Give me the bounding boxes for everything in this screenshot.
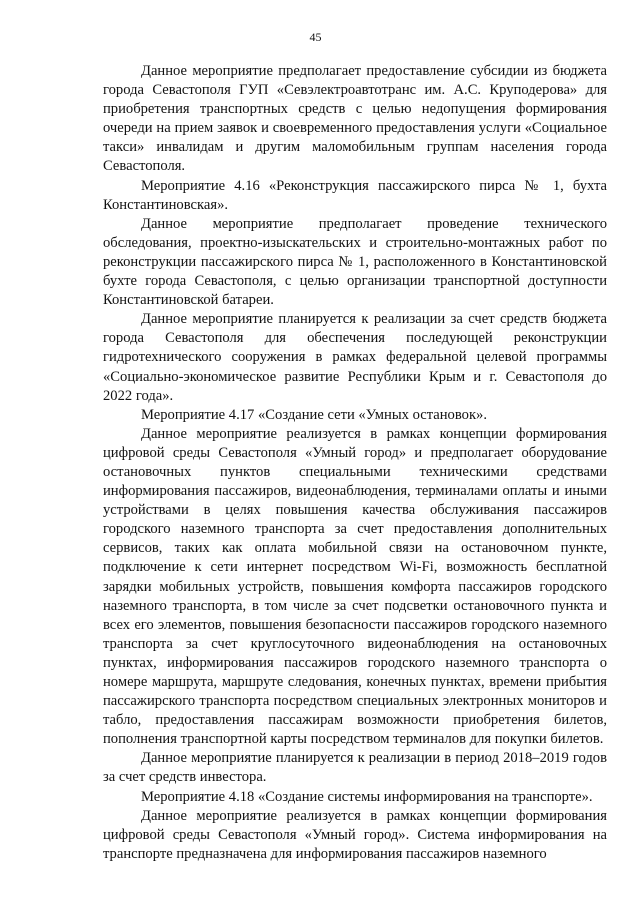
paragraph-smart-stops: Данное мероприятие реализуется в рамках концепции формирования цифровой среды Севастополя «Умный город» и предполагает оборудование остановочных пунктов специальными техническими средствами информирования пассажиров, видеонаблюдения, терминалами оплаты и иными устройствами в целях повышения качества обслуживания пассажиров городского наземного транспорта за счет предоставления дополнительных сервисов, таких как оплата мобильной связи на остановочном пункте, подключение к сети интернет посредством Wi-Fi, возможность бесплатной зарядки мобильных устройств, повышения комфорта пассажиров городского наземного транспорта, в том числе за счет подсветки остановочного пункта и всех его элементов, повышения безопасности пассажиров городского наземного транспорта за счет круглосуточного видеонаблюдения на остановочных пунктах, информирования пассажиров городского наземного транспорта о номере маршрута, маршруте следования, конечных пунктах, времени прибытия пассажирского транспорта посредством специальных электронных мониторов и табло, предоставления пассажирам возможности приобретения билетов, пополнения транспортной карты посредством терминалов для покупки билетов. [103, 425, 607, 748]
paragraph-transport-information: Данное мероприятие реализуется в рамках концепции формирования цифровой среды Севастополя «Умный город». Система информирования на транспорте предназначена для информирования пассажиров наземного [103, 807, 607, 862]
heading-measure-4-18: Мероприятие 4.18 «Создание системы информирования на транспорте». [141, 788, 593, 805]
heading-measure-4-16: Мероприятие 4.16 «Реконструкция пассажирского пирса № 1, бухта Константиновская». [103, 177, 607, 213]
heading-measure-4-17: Мероприятие 4.17 «Создание сети «Умных остановок». [141, 406, 487, 423]
paragraph-pier-funding: Данное мероприятие планируется к реализации за счет средств бюджета города Севастополя для обеспечения последующей реконструкции гидротехнического сооружения в рамках федеральной целевой программы «Социально-экономическое развитие Республики Крым и г. Севастополя до 2022 года». [103, 311, 607, 404]
page-number: 45 [309, 30, 322, 44]
paragraph-subsidy-social-taxi: Данное мероприятие предполагает предоставление субсидии из бюджета города Севастополя ГУП «Севэлектроавтотранс им. А.С. Круподерова» для приобретения транспортных средств с целью недопущения формирования очереди на прием заявок и своевременного предоставления услуги «Социальное такси» инвалидам и другим маломобильным группам населения города Севастополя. [103, 63, 607, 175]
paragraph-pier-survey: Данное мероприятие предполагает проведение технического обследования, проектно-изыскательских и строительно-монтажных работ по реконструкции пассажирского пирса № 1, расположенного в Константиновской бухте города Севастополя, с целью организации транспортной доступности Константиновской батареи. [103, 215, 607, 309]
page-body [103, 62, 607, 864]
paragraph-smart-stops-period: Данное мероприятие планируется к реализации в период 2018–2019 годов за счет средств инвестора. [103, 750, 607, 786]
